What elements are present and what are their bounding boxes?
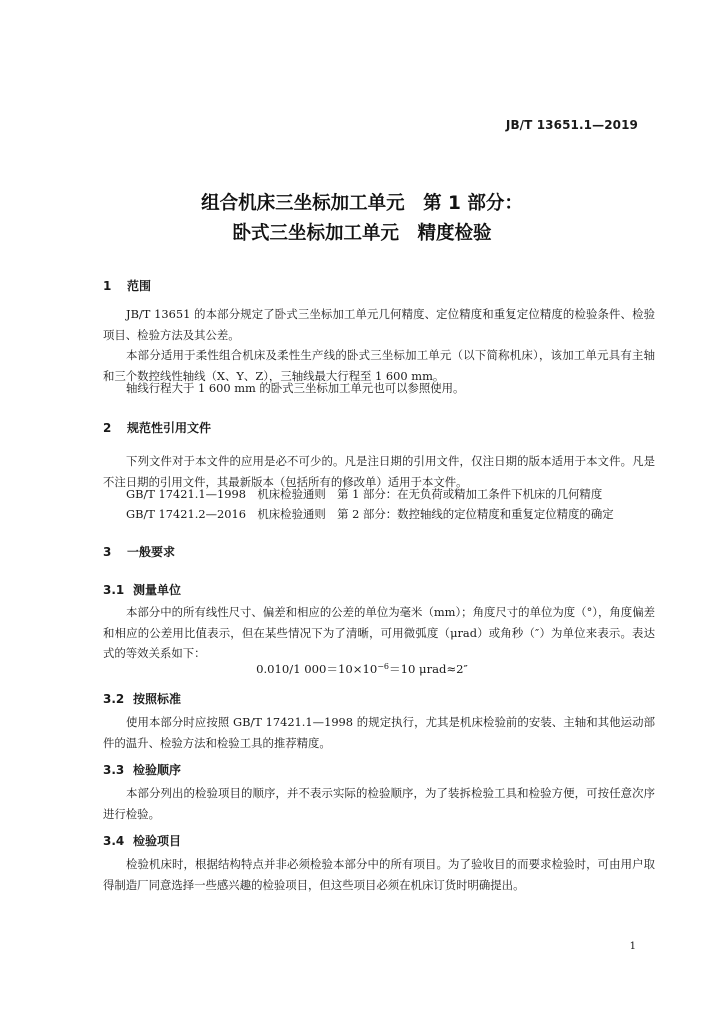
subsection-3-2-heading xyxy=(103,690,181,707)
units-paragraph: 本部分中的所有线性尺寸、偏差和相应的公差的单位为毫米（mm）；角度尺寸的单位为度（°），角度偏差和相应的公差用比值表示，但在某些情况下为了清晰，可用微弧度（μrad）或角秒（″）为单位来表示。表达式的等效关系如下： xyxy=(103,605,655,660)
section-number: 2 xyxy=(103,421,112,435)
section-number: 1 xyxy=(103,279,112,293)
section-2-heading xyxy=(103,419,211,436)
subsection-3-4-heading xyxy=(103,832,181,849)
section-title: 范围 xyxy=(127,279,152,293)
scope-paragraph-1: JB/T 13651 的本部分规定了卧式三坐标加工单元几何精度、定位精度和重复定位精度的检验条件、检验项目、检验方法及其公差。 xyxy=(103,307,655,342)
section-title: 一般要求 xyxy=(127,545,176,559)
subsection-3-3-heading xyxy=(103,761,181,778)
section-3-heading xyxy=(103,543,175,560)
reference-item-1: GB/T 17421.1—1998 机床检验通则 第 1 部分：在无负荷或精加工条件下机床的几何精度 xyxy=(126,487,603,501)
page-number: 1 xyxy=(629,941,636,952)
section-title: 检验顺序 xyxy=(133,763,182,777)
references-intro: 下列文件对于本文件的应用是必不可少的。凡是注日期的引用文件，仅注日期的版本适用于本文件。凡是不注日期的引用文件，其最新版本（包括所有的修改单）适用于本文件。 xyxy=(103,454,655,489)
section-number: 3.4 xyxy=(103,834,125,848)
document-title-line-2: 卧式三坐标加工单元 精度检验 xyxy=(232,223,492,244)
items-paragraph: 检验机床时，根据结构特点并非必须检验本部分中的所有项目。为了验收目的而要求检验时，可由用户取得制造厂同意选择一些感兴趣的检验项目，但这些项目必须在机床订货时明确提出。 xyxy=(103,857,655,892)
document-title-line-1: 组合机床三坐标加工单元 第 1 部分： xyxy=(201,193,523,214)
equation-left: 0.010/1 000＝10×10 xyxy=(256,662,378,676)
section-number: 3.1 xyxy=(103,583,125,597)
equation-exponent: −6 xyxy=(377,662,390,671)
subsection-3-1-heading xyxy=(103,581,181,598)
standard-paragraph: 使用本部分时应按照 GB/T 17421.1—1998 的规定执行，尤其是机床检验前的安装、主轴和其他运动部件的温升、检验方法和检验工具的推荐精度。 xyxy=(103,715,655,750)
section-1-heading xyxy=(103,277,151,294)
section-number: 3.2 xyxy=(103,692,125,706)
scope-paragraph-2: 本部分适用于柔性组合机床及柔性生产线的卧式三坐标加工单元（以下简称机床），该加工单元具有主轴和三个数控线性轴线（X、Y、Z），三轴线最大行程至 1 600 mm。 xyxy=(103,348,655,383)
equivalence-equation xyxy=(0,661,724,677)
scope-paragraph-3: 轴线行程大于 1 600 mm 的卧式三坐标加工单元也可以参照使用。 xyxy=(126,381,465,395)
section-number: 3 xyxy=(103,545,112,559)
section-title: 检验项目 xyxy=(133,834,182,848)
equation-right: ＝10 μrad≈2″ xyxy=(389,662,468,676)
order-paragraph: 本部分列出的检验项目的顺序，并不表示实际的检验顺序，为了装拆检验工具和检验方便，可按任意次序进行检验。 xyxy=(103,786,655,821)
section-number: 3.3 xyxy=(103,763,125,777)
section-title: 按照标准 xyxy=(133,692,182,706)
section-title: 测量单位 xyxy=(133,583,182,597)
section-title: 规范性引用文件 xyxy=(127,421,212,435)
reference-item-2: GB/T 17421.2—2016 机床检验通则 第 2 部分：数控轴线的定位精度和重复定位精度的确定 xyxy=(126,507,614,521)
standard-number-header: JB/T 13651.1—2019 xyxy=(505,118,638,132)
